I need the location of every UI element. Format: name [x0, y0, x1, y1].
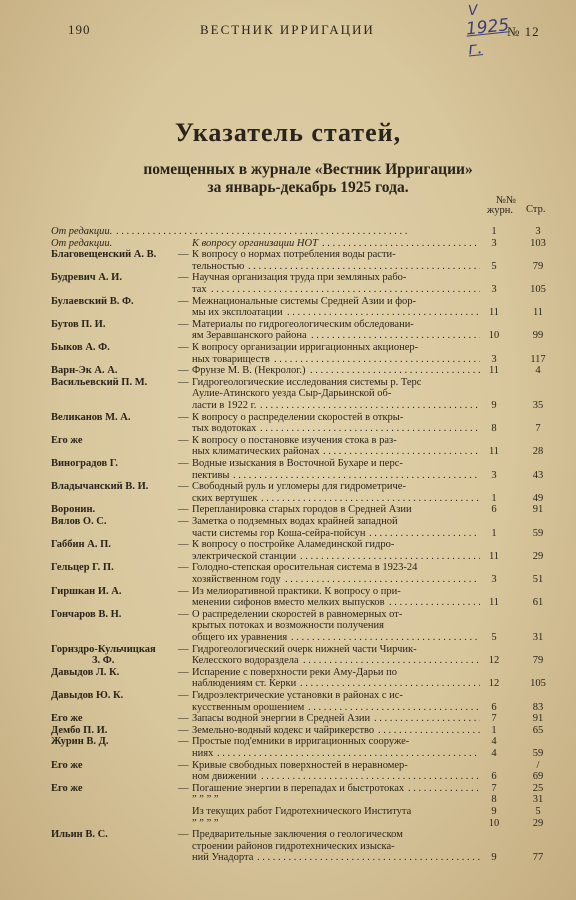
issue-number: 11 [488, 597, 500, 609]
author-name: От редакции. [51, 237, 113, 249]
issue-number: 5 [491, 632, 497, 643]
article-title: ных товариществ [192, 353, 270, 365]
page-reference: 83 [532, 701, 544, 713]
leader-dots [408, 783, 480, 794]
author-name: Булаевский В. Ф. [51, 295, 134, 307]
article-title: Перепланировка старых городов в Средней Азии [192, 504, 412, 516]
issue-number: 5 [491, 260, 497, 272]
article-title: тых водотоках [192, 423, 257, 435]
author-name: Бутов П. И. [51, 318, 106, 330]
author-name: Гончаров В. Н. [51, 608, 122, 620]
article-title: наблюдениям ст. Керки [192, 678, 297, 690]
article-title: Предварительные заключения о геологическом [192, 829, 403, 841]
page-reference: 43 [532, 469, 544, 481]
author-name: Давыдов Л. К. [51, 666, 120, 678]
journal-title: ВЕСТНИК ИРРИГАЦИИ [200, 22, 375, 37]
article-title: Келесского водораздела [192, 655, 299, 667]
issue-number: 6 [491, 504, 497, 516]
index-line [0, 841, 576, 852]
page-reference: / [536, 759, 540, 771]
index-line [0, 609, 576, 620]
leader-dots [378, 725, 480, 736]
index-line [0, 481, 576, 492]
article-title: тах [192, 284, 207, 295]
article-title: Из текущих работ Гидротехнического Института [192, 806, 412, 817]
index-line [0, 586, 576, 597]
page-reference: 79 [532, 260, 544, 272]
issue-number: 1 [491, 226, 497, 237]
issue-number: 8 [491, 794, 497, 806]
article-title: К вопросу о постройке Аламединской гидро- [192, 539, 395, 551]
article-title: кусственным орошением [192, 701, 305, 713]
issue-number: 4 [491, 736, 497, 748]
article-title: Из мелиоративной практики. К вопросу о при- [192, 585, 401, 597]
issue-number: 11 [488, 550, 500, 562]
page-reference: 91 [532, 504, 544, 516]
index-line [0, 272, 576, 283]
index-line [0, 736, 576, 747]
index-line [0, 284, 576, 295]
dash: — [178, 759, 189, 771]
issue-number: 3 [491, 469, 497, 481]
article-title: тельностью [192, 260, 245, 272]
index-line [0, 354, 576, 365]
index-line [0, 504, 576, 515]
article-title: Аулие-Атинского уезда Сыр-Дарьинской об- [192, 388, 392, 400]
issue-number: 3 [491, 237, 497, 249]
leader-dots [274, 354, 480, 365]
article-title: Фрунзе М. В. (Некролог.) [192, 365, 306, 377]
dash: — [178, 736, 189, 748]
dash: — [178, 724, 189, 736]
issue-number: 7 [491, 713, 497, 725]
index-line [0, 667, 576, 678]
issue-number: 1 [491, 492, 497, 504]
index-line [0, 342, 576, 353]
leader-dots [300, 551, 480, 562]
leader-dots [303, 655, 480, 666]
page-reference: 105 [530, 284, 546, 295]
author-name: Воронин. [51, 504, 96, 516]
dash: — [178, 539, 189, 551]
issue-number: 12 [488, 678, 500, 690]
column-header-issue-bottom: журн. [487, 205, 513, 216]
page-reference: 77 [532, 852, 544, 864]
page-reference: 29 [532, 817, 544, 829]
dash: — [178, 318, 189, 330]
index-line [0, 760, 576, 771]
index-line [0, 678, 576, 689]
leader-dots [308, 702, 480, 713]
article-title: Простые под'емники в ирригационных сооруже- [192, 736, 410, 748]
author-name: Ильин В. С. [51, 829, 108, 841]
dash: — [178, 376, 189, 388]
article-title: части системы гор Коша-сейра-пойсун [192, 527, 366, 539]
article-title: Научная организация труда при земляных рабо- [192, 272, 407, 284]
author-name: От редакции. [51, 226, 113, 237]
author-name: Будревич А. И. [51, 272, 122, 284]
author-name: Журин В. Д. [51, 736, 109, 748]
leader-dots [369, 528, 480, 539]
index-line [0, 783, 576, 794]
page-number: 190 [68, 22, 91, 37]
author-name: З. Ф. [92, 655, 115, 667]
index-line [0, 330, 576, 341]
article-title: Заметка о подземных водах крайней западной [192, 516, 398, 527]
leader-dots [310, 365, 480, 376]
page-reference: 59 [532, 748, 544, 759]
index-line [0, 620, 576, 631]
article-title: Гидроэлектрические установки в районах с ис- [192, 690, 403, 701]
article-title: строении районов гидротехнических изыска- [192, 840, 395, 852]
page-reference: 99 [532, 330, 544, 342]
article-title: Голодно-степская оросительная система в 1923-24 [192, 562, 418, 574]
index-line [0, 388, 576, 399]
page-reference: 79 [532, 655, 544, 667]
article-title: общего их уравнения [192, 632, 288, 643]
leader-dots [322, 238, 480, 249]
article-title: Кривые свободных поверхностей в неравномер- [192, 759, 408, 771]
page-reference: 91 [532, 713, 544, 725]
leader-dots [287, 307, 480, 318]
article-title: Гидрогеологический очерк нижней части Чирчик- [192, 643, 417, 655]
subtitle-line-1: помещенных в журнале «Вестник Ирригации» [143, 161, 473, 178]
page-reference: 4 [535, 365, 541, 377]
issue-number: 9 [491, 806, 497, 817]
dash: — [178, 434, 189, 446]
index-line [0, 725, 576, 736]
article-title: К вопросу о нормах потребления воды расти- [192, 249, 396, 261]
author-name: Васильевский П. М. [51, 376, 148, 388]
leader-dots [374, 713, 480, 724]
dash: — [178, 690, 189, 701]
author-name: Владычанский В. И. [51, 481, 149, 493]
index-line [0, 458, 576, 469]
index-line [0, 748, 576, 759]
article-title: Водные изыскания в Восточной Бухаре и перс- [192, 458, 403, 469]
index-line [0, 400, 576, 411]
author-name: Быков А. Ф. [51, 342, 110, 353]
index-line [0, 493, 576, 504]
issue-number: 7 [491, 782, 497, 794]
article-title: Межнациональные системы Средней Азии и фор- [192, 295, 417, 307]
page-reference: 5 [535, 806, 541, 817]
page-reference: 29 [532, 550, 544, 562]
index-line [0, 423, 576, 434]
index-line [0, 562, 576, 573]
article-title: О распределении скоростей в равномерных от- [192, 608, 403, 620]
index-line [0, 412, 576, 423]
dash: — [178, 481, 189, 493]
page-reference: 117 [530, 353, 546, 365]
index-line [0, 644, 576, 655]
index-line [0, 226, 576, 237]
author-name: Давыдов Ю. К. [51, 690, 124, 701]
author-name: Благовещенский А. В. [51, 249, 157, 261]
leader-dots [217, 748, 480, 759]
dash: — [178, 504, 189, 516]
issue-number: 8 [491, 423, 497, 435]
index-line [0, 249, 576, 260]
dash: — [178, 713, 189, 725]
leader-dots [211, 284, 480, 295]
leader-dots [291, 632, 480, 643]
leader-dots [261, 493, 480, 504]
issue-number: 1 [491, 527, 497, 539]
article-title: хозяйственном году [192, 574, 281, 585]
author-name: Габбин А. П. [51, 539, 111, 551]
index-line [0, 818, 576, 829]
index-line [0, 597, 576, 608]
index-line [0, 528, 576, 539]
author-name: Великанов М. А. [51, 411, 131, 423]
page-reference: 61 [532, 597, 544, 609]
article-title: К вопросу организации ирригационных акционер- [192, 342, 419, 353]
article-title: Свободный руль и угломеры для гидрометриче- [192, 481, 406, 493]
dash: — [178, 295, 189, 307]
index-line [0, 377, 576, 388]
page-reference: 3 [535, 226, 541, 237]
author-name: Его же [51, 713, 83, 725]
article-title: Материалы по гидрогеологическим обследовани- [192, 318, 414, 330]
handwritten-year: 1925 г. [465, 15, 511, 60]
author-name: Его же [51, 782, 83, 794]
article-title: К вопросу о распределении скоростей в откры- [192, 411, 404, 423]
article-title: ям Зеравшанского района [192, 330, 307, 342]
index-line [0, 690, 576, 701]
article-title: ласти в 1922 г. [192, 400, 257, 411]
page-reference: 11 [532, 307, 544, 319]
index-line [0, 794, 576, 805]
issue-number: 3 [491, 284, 497, 295]
dash: — [178, 272, 189, 284]
dash: — [178, 516, 189, 527]
index-line [0, 319, 576, 330]
dash: — [178, 365, 189, 377]
index-line [0, 470, 576, 481]
article-title: ских вертушек [192, 492, 258, 504]
index-line [0, 551, 576, 562]
leader-dots [260, 423, 480, 434]
leader-dots [257, 852, 480, 863]
index-line [0, 702, 576, 713]
dash: — [178, 666, 189, 678]
index-line [0, 307, 576, 318]
index-line [0, 261, 576, 272]
index-line [0, 632, 576, 643]
article-title: пективы [192, 469, 230, 481]
page-reference: 51 [532, 574, 544, 585]
page-reference: 31 [532, 794, 544, 806]
page-reference: 59 [532, 527, 544, 539]
dash: — [178, 458, 189, 469]
issue-number: 4 [491, 748, 497, 759]
article-title: Гидрогеологические исследования системы р. Терс [192, 376, 422, 388]
dash: — [178, 562, 189, 574]
author-name: Гельцер Г. П. [51, 562, 114, 574]
article-title: крытых потоках и возможности получения [192, 620, 384, 632]
leader-dots [323, 446, 480, 457]
article-title: ний Унадорта [192, 852, 254, 864]
issue-number: 9 [491, 852, 497, 864]
dash: — [178, 608, 189, 620]
dash: — [178, 782, 189, 794]
leader-dots [389, 597, 480, 608]
leader-dots [260, 400, 480, 411]
article-title: К вопросу о постановке изучения стока в раз- [192, 434, 397, 446]
author-name: Его же [51, 759, 83, 771]
article-title: ниях [192, 748, 214, 759]
index-line [0, 296, 576, 307]
issue-number: 12 [488, 655, 500, 667]
dash: — [178, 411, 189, 423]
page-reference: 25 [532, 782, 544, 794]
author-name: Его же [51, 434, 83, 446]
leader-dots [311, 330, 480, 341]
article-title: ” ” ” ” [192, 817, 219, 829]
leader-dots [116, 226, 480, 237]
column-header-page: Стр. [526, 204, 546, 215]
dash: — [178, 829, 189, 841]
article-title: электрической станции [192, 550, 297, 562]
author-name: Варн-Эк А. А. [51, 365, 118, 377]
index-line [0, 829, 576, 840]
index-line [0, 446, 576, 457]
handwritten-mark: V [467, 2, 479, 20]
index-line [0, 655, 576, 666]
issue-number: 3 [491, 574, 497, 585]
issue-number: 10 [488, 330, 500, 342]
index-line [0, 539, 576, 550]
article-title: ных климатических районах [192, 446, 320, 458]
leader-dots [248, 261, 480, 272]
page-reference: 49 [532, 492, 544, 504]
index-line [0, 574, 576, 585]
page-reference: 69 [532, 771, 544, 783]
leader-dots [300, 678, 480, 689]
article-title: Погашение энергии в перепадах и быстротоках [192, 782, 405, 794]
page-reference: 31 [532, 632, 544, 643]
index-line [0, 365, 576, 376]
article-title: менении сифонов вместо мелких выпусков [192, 597, 385, 609]
page-reference: 105 [530, 678, 546, 690]
article-title: К вопросу организации НОТ [192, 237, 318, 249]
article-title: Земельно-водный кодекс и чайрикерство [192, 724, 375, 736]
leader-dots [285, 574, 480, 585]
article-title: ” ” ” ” [192, 794, 219, 806]
issue-number: 6 [491, 771, 497, 783]
index-line [0, 516, 576, 527]
index-line [0, 713, 576, 724]
page-reference: 35 [532, 400, 544, 411]
index-line [0, 435, 576, 446]
author-name: Виноградов Г. [51, 458, 118, 469]
issue-number: № 12 [507, 24, 540, 39]
subtitle-line-2: за январь-декабрь 1925 года. [207, 179, 409, 196]
author-name: Горнздро-Кульчицкая [51, 643, 156, 655]
issue-number: 11 [488, 446, 500, 458]
issue-number: 3 [491, 353, 497, 365]
issue-number: 11 [488, 365, 500, 377]
page-reference: 65 [532, 724, 544, 736]
issue-number: 9 [491, 400, 497, 411]
dash: — [178, 643, 189, 655]
dash: — [178, 342, 189, 353]
page-reference: 28 [532, 446, 544, 458]
author-name: Вялов О. С. [51, 516, 107, 527]
author-name: Дембо П. И. [51, 724, 108, 736]
index-line [0, 771, 576, 782]
article-title: ном движении [192, 771, 257, 783]
index-line [0, 238, 576, 249]
leader-dots [233, 470, 480, 481]
issue-number: 10 [488, 817, 500, 829]
page-title: Указатель статей, [174, 118, 402, 147]
issue-number: 1 [491, 724, 497, 736]
dash: — [178, 249, 189, 261]
issue-number: 11 [488, 307, 500, 319]
column-header-issue-top: №№ [495, 195, 517, 206]
article-title: мы их эксплоатации [192, 307, 283, 319]
issue-number: 6 [491, 701, 497, 713]
page-reference: 7 [535, 423, 541, 435]
dash: — [178, 585, 189, 597]
article-title: Испарение с поверхности реки Аму-Дарьи по [192, 666, 397, 678]
author-name: Гиршкан И. А. [51, 585, 122, 597]
article-title: Запасы водной энергии в Средней Азии [192, 713, 371, 725]
leader-dots [261, 771, 480, 782]
page-reference: 103 [530, 237, 546, 249]
index-line [0, 806, 576, 817]
index-line [0, 852, 576, 863]
